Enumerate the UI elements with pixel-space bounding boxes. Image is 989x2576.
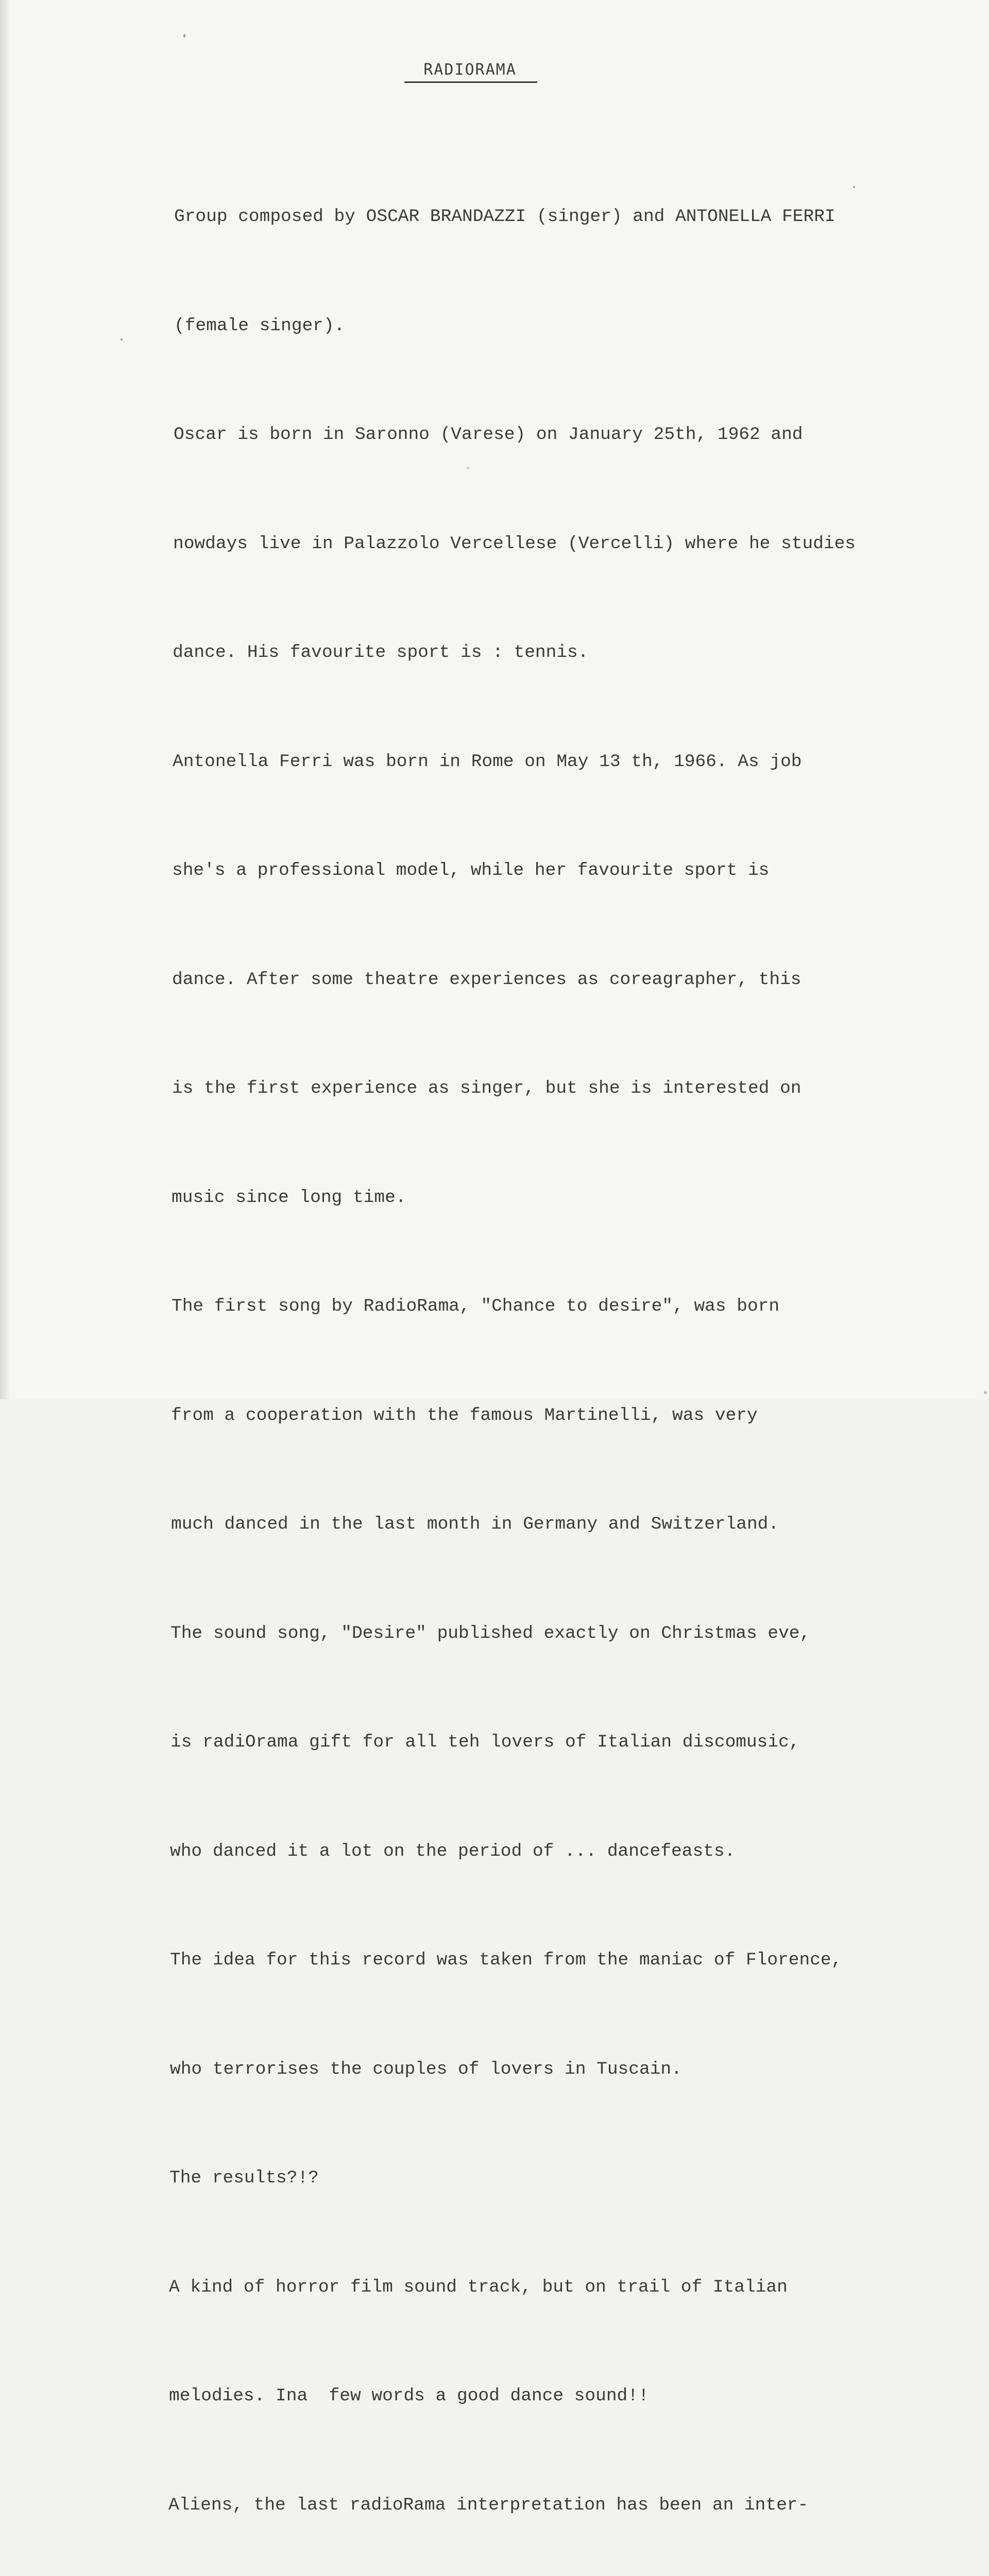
text-line: who terrorises the couples of lovers in Tuscain. [170,2059,682,2079]
paper-speck [183,34,185,38]
text-line: The results?!? [169,2168,319,2188]
text-line: dance. After some theatre experiences as coreagrapher, this [172,969,802,990]
document-body [170,126,974,2576]
text-line: much danced in the last month in Germany and Switzerland. [171,1514,779,1534]
text-line: who danced it a lot on the period of ... dancefeasts. [170,1841,736,1861]
text-line: nowdays live in Palazzolo Vercellese (Vercelli) where he studies [173,533,856,554]
text-line: Oscar is born in Saronno (Varese) on January 25th, 1962 and [174,425,803,445]
text-line: is radiOrama gift for all teh lovers of Italian discomusic, [170,1732,800,1752]
paper-speck [984,1391,987,1394]
text-line: from a cooperation with the famous Martinelli, was very [171,1405,758,1426]
text-line: The idea for this record was taken from the maniac of Florence, [170,1950,842,1970]
paper-speck [467,467,469,469]
paper-speck [853,186,855,188]
text-line: Antonella Ferri was born in Rome on May 13 th, 1966. As job [173,751,802,772]
text-line: dance. His favourite sport is : tennis. [173,642,589,663]
text-line: Aliens, the last radioRama interpretation has been an inter- [168,2495,809,2515]
document-title: RADIORAMA [423,61,517,79]
text-line: music since long time. [172,1187,406,1208]
text-line: she's a professional model, while her favourite sport is [172,860,770,880]
paper-speck [121,338,123,341]
text-line: (female singer). [174,315,345,336]
title-underline [404,81,537,83]
text-line: The sound song, "Desire" published exactly on Christmas eve, [170,1623,811,1643]
text-line: is the first experience as singer, but she is interested on [172,1078,802,1098]
text-line: Group composed by OSCAR BRANDAZZI (singer) and ANTONELLA FERRI [174,207,835,227]
text-line: melodies. Ina few words a good dance sound!! [169,2386,649,2406]
text-line: A kind of horror film sound track, but on trail of Italian [169,2277,788,2297]
text-line: The first song by RadioRama, "Chance to desire", was born [172,1296,780,1316]
page-edge-shadow [0,0,10,1399]
